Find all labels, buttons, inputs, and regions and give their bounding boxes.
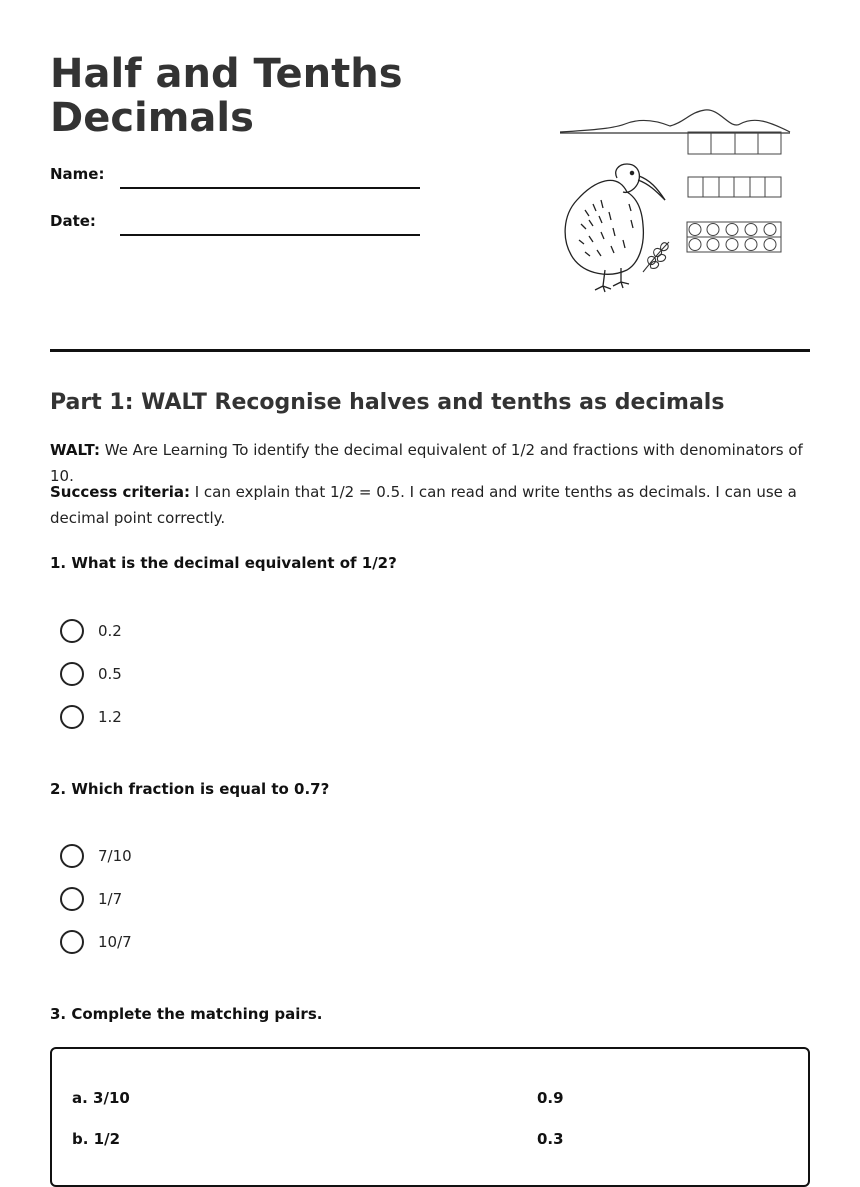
worksheet-title: [50, 52, 470, 140]
radio-button[interactable]: [60, 887, 84, 911]
match-left-item[interactable]: a. 3/10: [72, 1089, 130, 1107]
success-criteria-label: Success criteria:: [50, 483, 190, 501]
date-label: Date:: [50, 212, 96, 230]
question-2: 2. Which fraction is equal to 0.7?: [50, 780, 330, 798]
question-1: 1. What is the decimal equivalent of 1/2?: [50, 554, 397, 572]
q1-option-3[interactable]: [60, 705, 122, 729]
success-criteria-paragraph: [50, 479, 810, 531]
radio-button[interactable]: [60, 662, 84, 686]
title-line-2: Decimals: [50, 95, 254, 141]
walt-text: We Are Learning To identify the decimal equivalent of 1/2 and fractions with denominators of 10.: [50, 441, 803, 485]
matching-pairs-box: [50, 1047, 810, 1187]
option-label: 1/7: [98, 890, 123, 908]
header-divider: [50, 349, 810, 352]
hills-icon: [560, 110, 790, 133]
radio-button[interactable]: [60, 705, 84, 729]
radio-button[interactable]: [60, 930, 84, 954]
option-label: 10/7: [98, 933, 132, 951]
match-left-item[interactable]: b. 1/2: [72, 1130, 121, 1148]
walt-label: WALT:: [50, 441, 100, 459]
q2-option-2[interactable]: [60, 887, 122, 911]
option-label: 0.5: [98, 665, 122, 683]
name-field[interactable]: [120, 187, 420, 189]
match-right-item[interactable]: 0.9: [537, 1089, 564, 1107]
date-field[interactable]: [120, 234, 420, 236]
q1-option-1[interactable]: [60, 619, 122, 643]
name-label: Name:: [50, 165, 105, 183]
kiwi-bird-icon: [565, 164, 665, 292]
success-criteria-text: I can explain that 1/2 = 0.5. I can read and write tenths as decimals. I can use a decimal point correctly.: [50, 483, 797, 527]
part-1-title: Part 1: WALT Recognise halves and tenths as decimals: [50, 390, 725, 415]
q2-option-1[interactable]: [60, 844, 132, 868]
radio-button[interactable]: [60, 619, 84, 643]
option-label: 7/10: [98, 847, 132, 865]
match-right-item[interactable]: 0.3: [537, 1130, 564, 1148]
radio-button[interactable]: [60, 844, 84, 868]
counters-grid-icon: [687, 222, 781, 252]
option-label: 1.2: [98, 708, 122, 726]
fern-leaf-icon: [643, 242, 669, 272]
kiwi-illustration: [555, 100, 795, 300]
q1-option-2[interactable]: [60, 662, 122, 686]
tenths-grid-icon: [688, 132, 781, 197]
option-label: 0.2: [98, 622, 122, 640]
title-line-1: Half and Tenths: [50, 51, 403, 97]
q2-option-3[interactable]: [60, 930, 132, 954]
question-3: 3. Complete the matching pairs.: [50, 1005, 323, 1023]
